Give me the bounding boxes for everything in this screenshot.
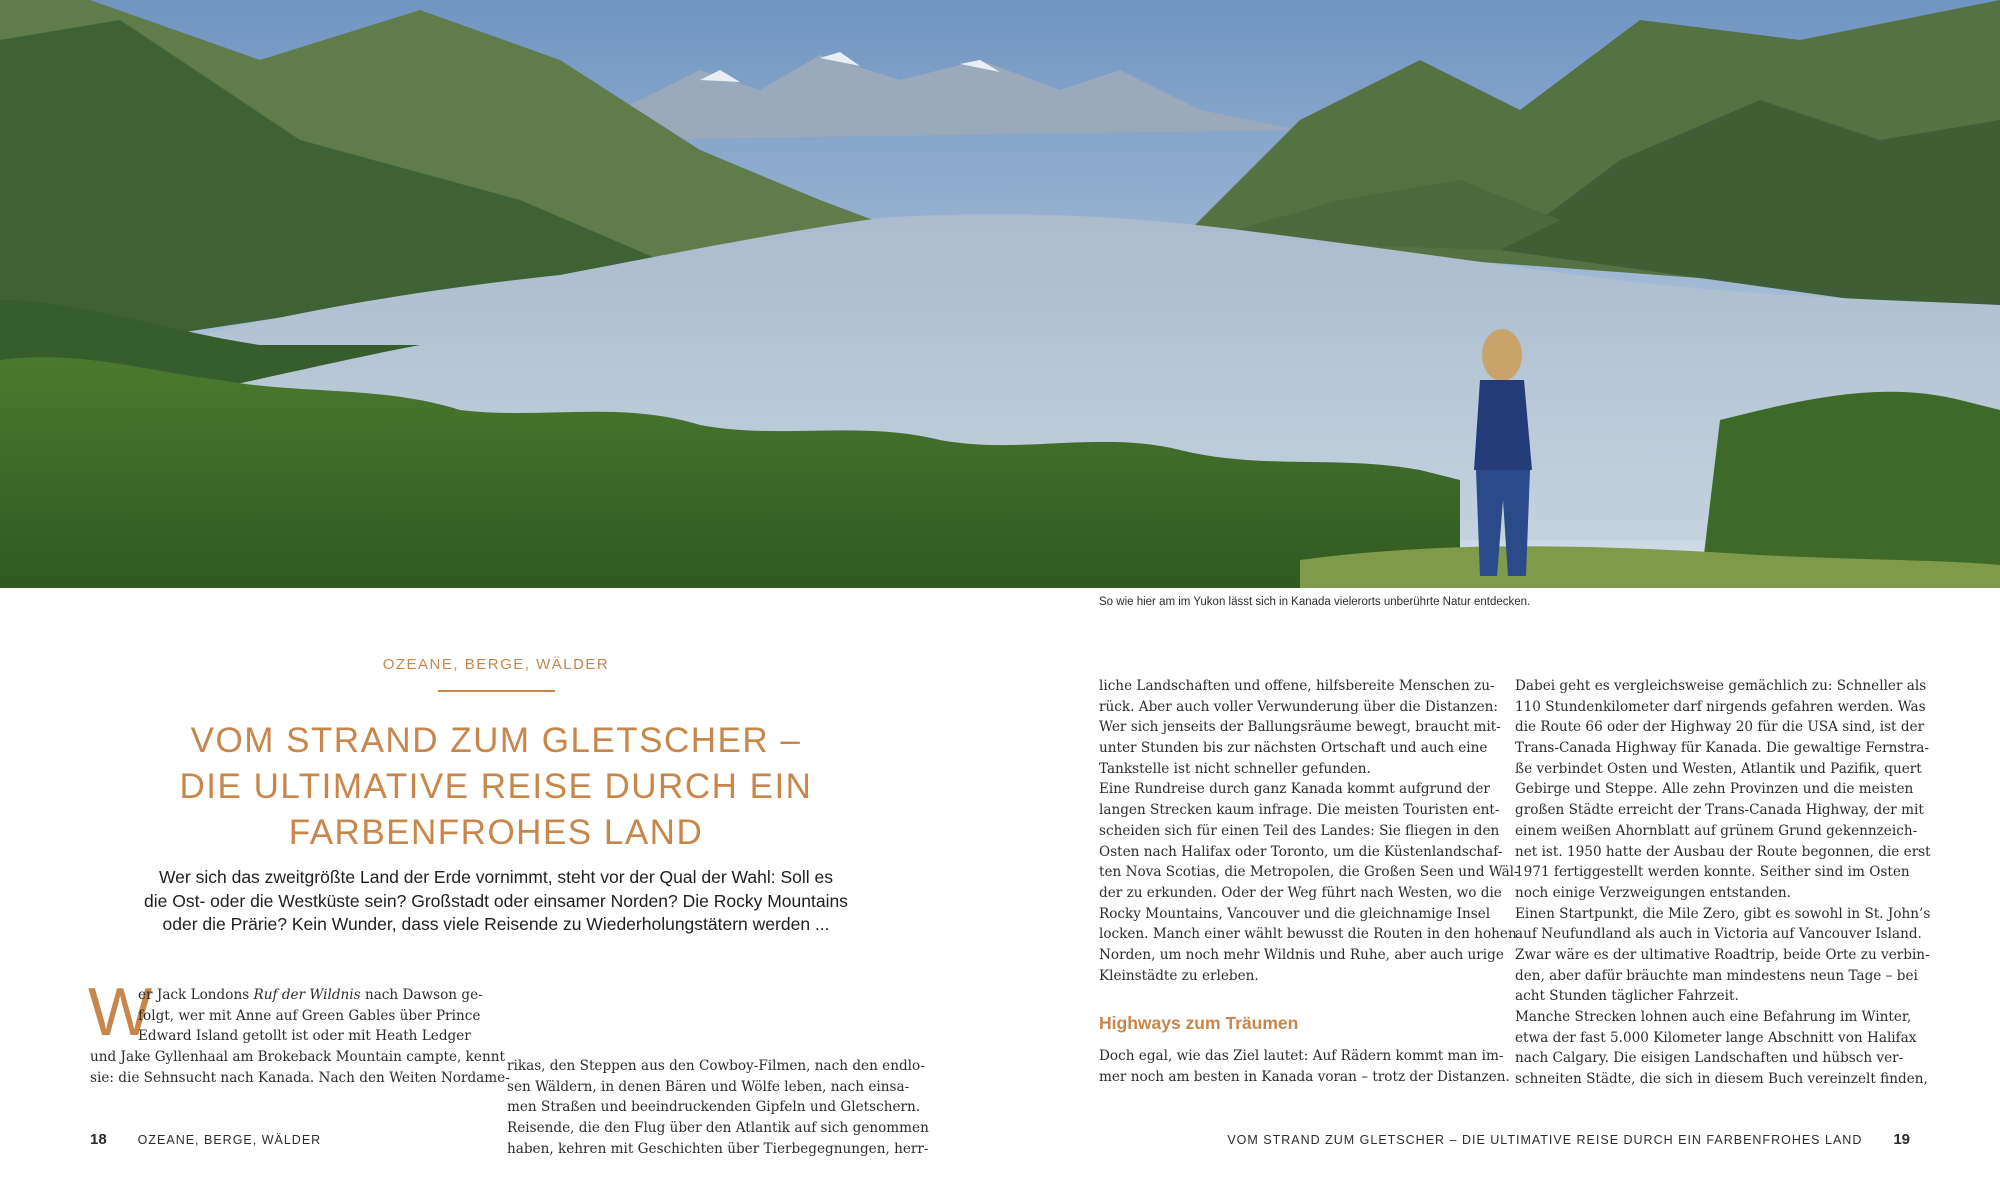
page-number-left: 18 bbox=[90, 1131, 107, 1148]
kicker-divider bbox=[438, 690, 555, 692]
intro-line: oder die Prärie? Kein Wunder, dass viele Reisende zu Wiederholungstätern werden ... bbox=[162, 914, 830, 934]
photo-caption: So wie hier am im Yukon lässt sich in Kanada vielerorts unberührte Natur entdecken. bbox=[1099, 596, 1531, 608]
body-column-2 bbox=[507, 1056, 929, 1159]
body-line: Wer sich jenseits der Ballungsräume bewegt, braucht mit- bbox=[1099, 719, 1501, 736]
body-line: Einen Startpunkt, die Mile Zero, gibt es sowohl in St. John’s bbox=[1515, 905, 1931, 922]
drop-cap: W bbox=[88, 974, 153, 1050]
body-column-4 bbox=[1515, 676, 1931, 1090]
body-line: etwa der fast 5.000 Kilometer lange Abschnitt von Halifax bbox=[1515, 1029, 1917, 1046]
body-line: langen Strecken kaum infrage. Die meisten Touristen ent- bbox=[1099, 802, 1500, 819]
body-line: die Route 66 oder der Highway 20 für die USA sind, ist der bbox=[1515, 719, 1925, 736]
body-line: Doch egal, wie das Ziel lautet: Auf Rädern kommt man im- bbox=[1099, 1048, 1504, 1064]
body-line: Gebirge und Steppe. Alle zehn Provinzen und die meisten bbox=[1515, 781, 1914, 798]
intro-line: die Ost- oder die Westküste sein? Großstadt oder einsamer Norden? Die Rocky Mountains bbox=[144, 890, 848, 911]
yukon-lake-landscape-image bbox=[0, 0, 2000, 588]
body-line: 110 Stundenkilometer darf nirgends gefahren werden. Was bbox=[1515, 698, 1926, 715]
body-line: rikas, den Steppen aus den Cowboy-Filmen, nach den endlo- bbox=[507, 1058, 925, 1074]
body-line: Zwar wäre es der ultimative Roadtrip, beide Orte zu verbin- bbox=[1515, 946, 1930, 963]
body-line: mer noch am besten in Kanada voran – trotz der Distanzen. bbox=[1099, 1068, 1510, 1085]
body-line: acht Stunden täglicher Fahrzeit. bbox=[1515, 988, 1739, 1005]
body-line: 1971 fertiggestellt werden konnte. Seither sind im Osten bbox=[1515, 864, 1910, 881]
intro-line: Wer sich das zweitgrößte Land der Erde vornimmt, steht vor der Qual der Wahl: Soll es bbox=[158, 867, 834, 887]
body-line: Edward Island getollt ist oder mit Heath Ledger bbox=[138, 1028, 471, 1045]
body-line: Kleinstädte zu erleben. bbox=[1099, 967, 1259, 984]
body-line: unter Stunden bis zur nächsten Ortschaft und auch eine bbox=[1099, 740, 1488, 757]
intro-paragraph bbox=[120, 866, 872, 937]
body-line: haben, kehren mit Geschichten über Tierbegegnungen, herr- bbox=[507, 1140, 929, 1157]
body-line: Dabei geht es vergleichsweise gemächlich zu: Schneller als bbox=[1515, 678, 1927, 694]
hero-photo bbox=[0, 0, 2000, 588]
body-line: Reisende, die den Flug über den Atlantik auf sich genommen bbox=[507, 1120, 929, 1137]
body-line: Norden, um noch mehr Wildnis und Ruhe, aber auch urige bbox=[1099, 946, 1504, 963]
body-line: Tankstelle ist nicht schneller gefunden. bbox=[1099, 760, 1371, 777]
running-title-left: OZEANE, BERGE, WÄLDER bbox=[137, 1133, 322, 1147]
body-line: nach Calgary. Die eisigen Landschaften und hübsch ver- bbox=[1515, 1050, 1904, 1067]
body-line: und Jake Gyllenhaal am Brokeback Mountain campte, kennt bbox=[90, 1049, 505, 1066]
section-kicker: OZEANE, BERGE, WÄLDER bbox=[382, 656, 610, 673]
headline-line: VOM STRAND ZUM GLETSCHER – bbox=[190, 721, 802, 760]
body-line: den, aber dafür bräuchte man mindestens neun Tage – bei bbox=[1515, 967, 1918, 984]
body-line: Rocky Mountains, Vancouver und die gleichnamige Insel bbox=[1099, 905, 1491, 922]
book-title: Ruf der Wildnis bbox=[253, 987, 361, 1003]
page-number-right: 19 bbox=[1893, 1131, 1910, 1148]
body-line: folgt, wer mit Anne auf Green Gables über Prince bbox=[138, 1007, 481, 1024]
body-line: noch einige Verzweigungen entstanden. bbox=[1515, 884, 1791, 901]
body-column-1 bbox=[90, 985, 510, 1088]
body-line: liche Landschaften und offene, hilfsbereite Menschen zu- bbox=[1099, 678, 1495, 694]
body-line: schneiten Städte, die sich in diesem Buch vereinzelt finden, bbox=[1515, 1071, 1928, 1088]
headline-line: FARBENFROHES LAND bbox=[288, 813, 704, 852]
body-line: einem weißen Ahornblatt auf grünem Grund gekennzeich- bbox=[1515, 822, 1918, 839]
body-line: net ist. 1950 hatte der Ausbau der Route begonnen, die erst bbox=[1515, 843, 1931, 860]
body-column-3-continued bbox=[1099, 1046, 1510, 1087]
body-column-3 bbox=[1099, 676, 1519, 986]
headline-line: DIE ULTIMATIVE REISE DURCH EIN bbox=[179, 767, 813, 806]
article-headline bbox=[120, 718, 872, 856]
body-line: der zu erkunden. Oder der Weg führt nach Westen, wo die bbox=[1099, 884, 1502, 901]
footer-left bbox=[90, 1131, 321, 1148]
body-line: ten Nova Scotias, die Metropolen, die Großen Seen und Wäl- bbox=[1099, 864, 1519, 881]
body-line: großen Städte erreicht der Trans-Canada Highway, der mit bbox=[1515, 802, 1924, 819]
subheading: Highways zum Träumen bbox=[1099, 1013, 1299, 1033]
footer-right bbox=[1227, 1131, 1910, 1148]
body-line: sie: die Sehnsucht nach Kanada. Nach den Weiten Nordame- bbox=[90, 1069, 510, 1086]
running-title-right: VOM STRAND ZUM GLETSCHER – DIE ULTIMATIVE REISE DURCH EIN FARBENFROHES LAND bbox=[1227, 1133, 1863, 1147]
body-line: scheiden sich für einen Teil des Landes: Sie fliegen in den bbox=[1099, 822, 1500, 839]
body-line: men Straßen und beeindruckenden Gipfeln und Gletschern. bbox=[507, 1099, 921, 1116]
body-line: Eine Rundreise durch ganz Kanada kommt aufgrund der bbox=[1099, 781, 1490, 798]
body-line: sen Wäldern, in denen Bären und Wölfe leben, nach einsa- bbox=[507, 1078, 910, 1095]
body-line: rück. Aber auch voller Verwunderung über die Distanzen: bbox=[1099, 698, 1498, 715]
body-line: Trans-Canada Highway für Kanada. Die gewaltige Fernstra- bbox=[1515, 740, 1930, 757]
body-line: Manche Strecken lohnen auch eine Befahrung im Winter, bbox=[1515, 1009, 1912, 1025]
body-line: Osten nach Halifax oder Toronto, um die Küstenlandschaf- bbox=[1099, 843, 1503, 860]
body-line: locken. Manch einer wählt bewusst die Routen in den hohen bbox=[1099, 926, 1517, 943]
body-line: auf Neufundland als auch in Victoria auf Vancouver Island. bbox=[1515, 926, 1922, 943]
body-line: er Jack Londons Ruf der Wildnis nach Dawson ge- bbox=[138, 987, 483, 1003]
body-line: ße verbindet Osten und Westen, Atlantik und Pazifik, quert bbox=[1515, 760, 1922, 777]
